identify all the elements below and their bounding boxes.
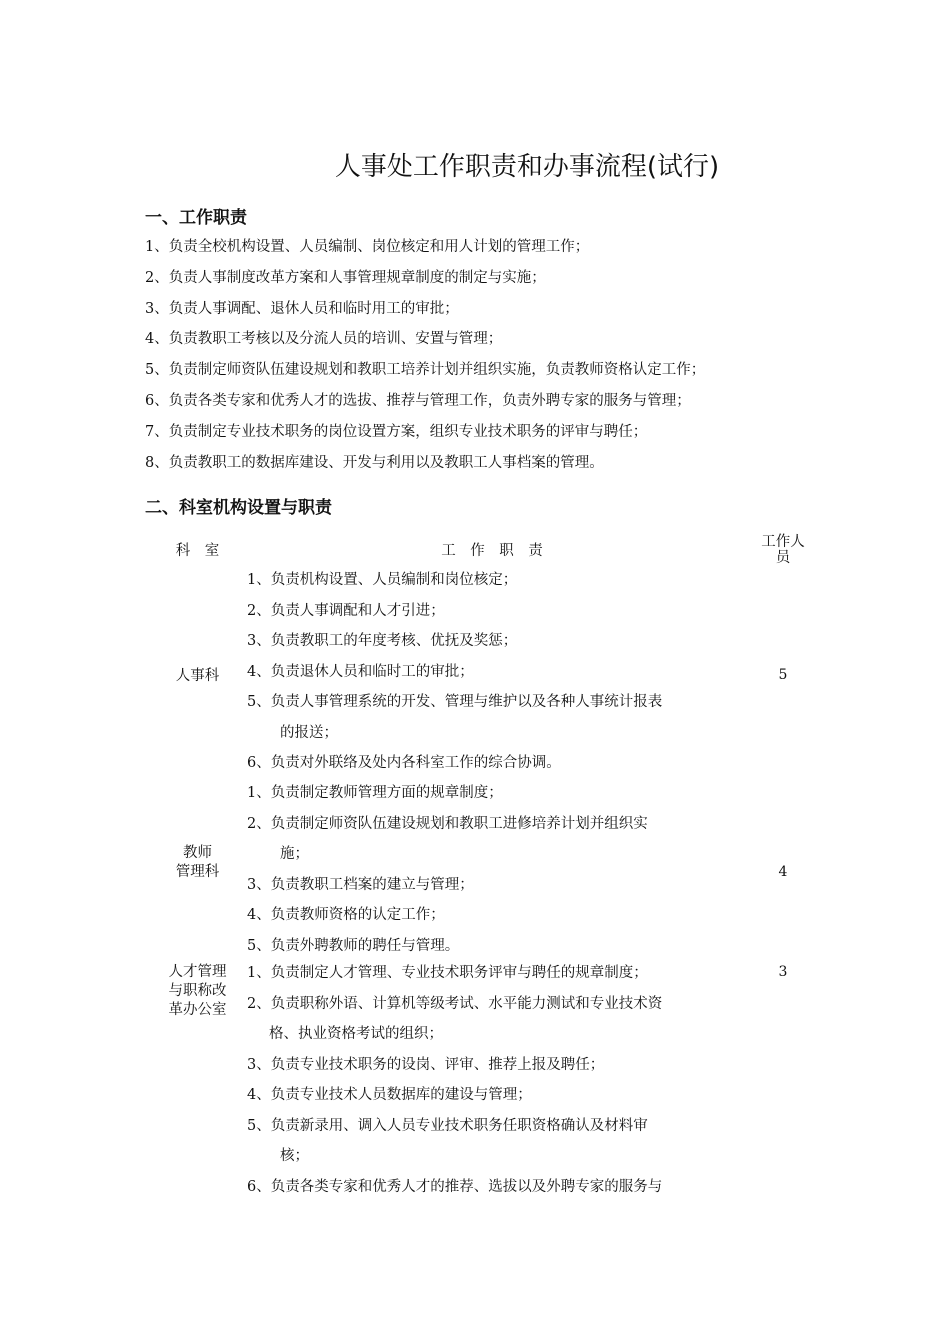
duty-line: 2、负责人事调配和人才引进；	[247, 602, 445, 619]
duty-line: 4、负责教师资格的认定工作；	[247, 907, 445, 923]
duty-line-continued: 格、执业资格考试的组织；	[269, 1026, 443, 1042]
duty-item: 3、负责人事调配、退休人员和临时用工的审批；	[145, 300, 459, 317]
dept-name-line: 与职称改	[168, 983, 227, 999]
duty-line: 1、负责机构设置、人员编制和岗位核定；	[247, 572, 518, 588]
duty-line: 2、负责职称外语、计算机等级考试、水平能力测试和专业技术资	[247, 995, 663, 1012]
duty-line: 6、负责各类专家和优秀人才的推荐、选拔以及外聘专家的服务与	[247, 1178, 663, 1195]
duty-line: 5、负责人事管理系统的开发、管理与维护以及各种人事统计报表	[247, 694, 663, 710]
dept-name-teacher-management	[150, 844, 245, 882]
dept-duties-teacher-management	[247, 778, 747, 961]
header-staff-line: 工作人	[761, 534, 805, 550]
dept-name-talent-office	[150, 963, 245, 1020]
duty-line: 4、负责专业技术人员数据库的建设与管理；	[247, 1087, 532, 1103]
header-staff-line: 员	[775, 550, 791, 566]
dept-staff-count: 4	[778, 864, 788, 880]
duty-item: 6、负责各类专家和优秀人才的选拔、推荐与管理工作，负责外聘专家的服务与管理；	[145, 392, 691, 409]
dept-staff-count: 5	[778, 667, 788, 683]
duty-line: 1、负责制定人才管理、专业技术职务评审与聘任的规章制度；	[247, 965, 648, 981]
dept-name-line: 人事科	[175, 668, 220, 684]
section-heading-departments: 二、科室机构设置与职责	[145, 498, 332, 518]
dept-name-line: 人才管理	[168, 964, 227, 980]
dept-name-line: 教师	[183, 845, 212, 861]
duty-item: 7、负责制定专业技术职务的岗位设置方案，组织专业技术职务的评审与聘任；	[145, 423, 648, 440]
duty-line: 3、负责教职工的年度考核、优抚及奖惩；	[247, 633, 518, 649]
duty-line: 5、负责外聘教师的聘任与管理。	[247, 937, 460, 954]
duty-item: 1、负责全校机构设置、人员编制、岗位核定和用人计划的管理工作；	[145, 239, 590, 255]
header-dept: 科 室	[175, 543, 220, 559]
header-duties: 工 作 职 责	[441, 543, 543, 559]
dept-duties-personnel	[247, 565, 747, 779]
page-title: 人事处工作职责和办事流程(试行)	[334, 152, 720, 182]
duty-item: 2、负责人事制度改革方案和人事管理规章制度的制定与实施；	[145, 269, 546, 286]
duty-line: 5、负责新录用、调入人员专业技术职务任职资格确认及材料审	[247, 1117, 648, 1134]
duty-line: 1、负责制定教师管理方面的规章制度；	[247, 785, 503, 801]
duty-line-continued: 施；	[280, 846, 309, 862]
dept-name-line: 革办公室	[168, 1002, 227, 1018]
duty-item: 4、负责教职工考核以及分流人员的培训、安置与管理；	[145, 331, 503, 348]
duty-line: 4、负责退休人员和临时工的审批；	[247, 663, 474, 680]
dept-staff-count: 3	[778, 964, 788, 980]
duty-line-continued: 核；	[280, 1148, 309, 1164]
dept-name-line: 管理科	[175, 864, 220, 880]
duty-item: 8、负责教职工的数据库建设、开发与利用以及教职工人事档案的管理。	[145, 454, 604, 471]
header-staff	[753, 534, 813, 566]
duty-line-continued: 的报送；	[280, 724, 338, 741]
duty-list	[145, 232, 705, 478]
dept-duties-talent-office	[247, 958, 747, 1202]
section-heading-duties: 一、工作职责	[145, 208, 247, 228]
duty-line: 2、负责制定师资队伍建设规划和教职工进修培养计划并组织实	[247, 815, 648, 832]
duty-line: 3、负责教职工档案的建立与管理；	[247, 876, 474, 893]
duty-item: 5、负责制定师资队伍建设规划和教职工培养计划并组织实施，负责教师资格认定工作；	[145, 362, 706, 379]
duty-line: 3、负责专业技术职务的设岗、评审、推荐上报及聘任；	[247, 1056, 605, 1073]
duty-line: 6、负责对外联络及处内各科室工作的综合协调。	[247, 755, 561, 771]
dept-name-personnel	[150, 667, 245, 686]
